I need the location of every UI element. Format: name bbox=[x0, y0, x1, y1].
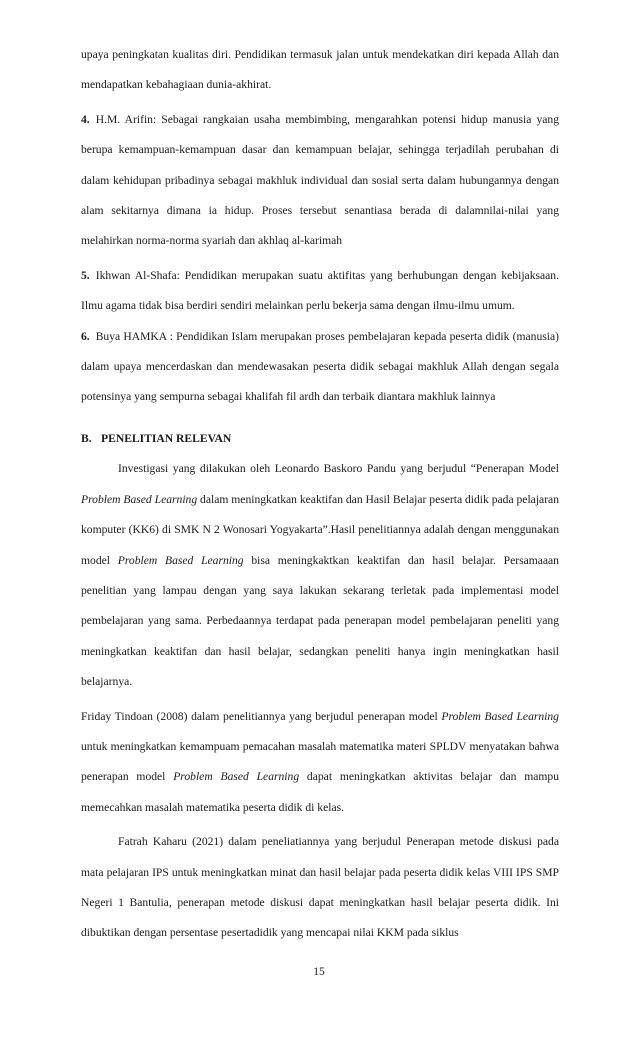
paragraph-friday-part3: dapat meningkatkan aktivitas belajar dan mampu memecahkan masalah matematika peserta didik di kelas. bbox=[81, 770, 559, 814]
list-item-6-text: Buya HAMKA : Pendidikan Islam merupakan proses pembelajaran kepada peserta didik (manusia) dalam upaya mencerdaskan dan mendewasakan peserta didik sebagai makhluk Allah dengan segala potensinya yang sempurna sebagai khalifah fil ardh dan terbaik diantara makhluk lainnya bbox=[81, 329, 559, 404]
paragraph-pandu-italic2: Problem Based Learning bbox=[117, 553, 244, 567]
list-item-4 bbox=[81, 105, 559, 257]
section-heading-title: PENELITIAN RELEVAN bbox=[101, 431, 232, 445]
paragraph-pandu-part2: dalam meningkatkan keaktifan dan Hasil Belajar peserta didik pada pelajaran komputer (KK6) di SMK N 2 Wonosari Yogyakarta”.Hasil penelitiannya adalah dengan menggunakan model bbox=[81, 492, 559, 567]
list-item-4-text: H.M. Arifin: Sebagai rangkaian usaha membimbing, mengarahkan potensi hidup manusia yang berupa kemampuan-kemampuan dasar dan kemampuan belajar, sehingga terjadilah perubahan di dalam kehidupan pribadinya sebagai makhluk individual dan sosial serta dalam hubungannya dengan alam sekitarnya dimana ia hidup. Proses tersebut senantiasa berada di dalamnilai-nilai yang melahirkan norma-norma syariah dan akhlaq al-karimah bbox=[81, 112, 559, 248]
paragraph-friday bbox=[81, 702, 559, 824]
paragraph-friday-italic1: Problem Based Learning bbox=[441, 709, 559, 723]
intro-text: upaya peningkatan kualitas diri. Pendidikan termasuk jalan untuk mendekatkan diri kepada Allah dan mendapatkan kebahagiaan dunia-akhirat. bbox=[81, 48, 559, 92]
paragraph-fatrah-text: Fatrah Kaharu (2021) dalam peneliatiannya yang berjudul Penerapan metode diskusi pada mata pelajaran IPS untuk meningkatkan minat dan hasil belajar pada peserta didik kelas VIII IPS SMP Negeri 1 Bantulia, penerapan metode diskusi dapat meningkatkan hasil belajar peserta didik. Ini dibuktikan dengan persentase pesertadidik yang mencapai nilai KKM pada siklus bbox=[81, 835, 559, 940]
paragraph-friday-part2: untuk meningkatkan kemampuam pemacahan masalah matematika materi SPLDV menyatakan bahwa penerapan model bbox=[81, 739, 559, 784]
list-item-4-number: 4. bbox=[81, 112, 90, 126]
intro-paragraph bbox=[81, 40, 559, 101]
paragraph-pandu-part3: bisa meningkaktkan keaktifan dan hasil belajar. Persamaaan penelitian yang lampau dengan yang saya lakukan sekarang terletak pada implementasi model pembelajaran yang sama. Perbedaannya terdapat pada penerapan model pembelajaran peneliti yang meningkatkan keaktifan dan hasil belajar, sedangkan peneliti hanya ingin meningkatkan hasil belajarnya. bbox=[81, 553, 559, 689]
list-item-5 bbox=[81, 261, 559, 322]
page-number: 15 bbox=[313, 965, 325, 978]
section-heading bbox=[81, 424, 559, 454]
section-heading-number: B. bbox=[81, 431, 92, 445]
list-item-6 bbox=[81, 322, 559, 413]
list-item-6-number: 6. bbox=[81, 329, 90, 343]
list-item-5-text: Ikhwan Al-Shafa: Pendidikan merupakan suatu aktifitas yang berhubungan dengan kebijaksaan. Ilmu agama tidak bisa berdiri sendiri melainkan perlu bekerja sama dengan ilmu-ilmu umum. bbox=[81, 268, 559, 313]
paragraph-friday-part1: Friday Tindoan (2008) dalam penelitiannya yang berjudul penerapan model bbox=[81, 709, 442, 723]
paragraph-pandu bbox=[81, 454, 559, 697]
document-page bbox=[81, 40, 559, 949]
list-item-5-number: 5. bbox=[81, 268, 90, 282]
paragraph-fatrah bbox=[81, 827, 559, 949]
paragraph-pandu-italic1: Problem Based Learning bbox=[81, 492, 198, 506]
paragraph-friday-italic2: Problem Based Learning bbox=[173, 770, 300, 784]
paragraph-pandu-part1: Investigasi yang dilakukan oleh Leonardo Baskoro Pandu yang berjudul “Penerapan Model bbox=[118, 462, 559, 476]
